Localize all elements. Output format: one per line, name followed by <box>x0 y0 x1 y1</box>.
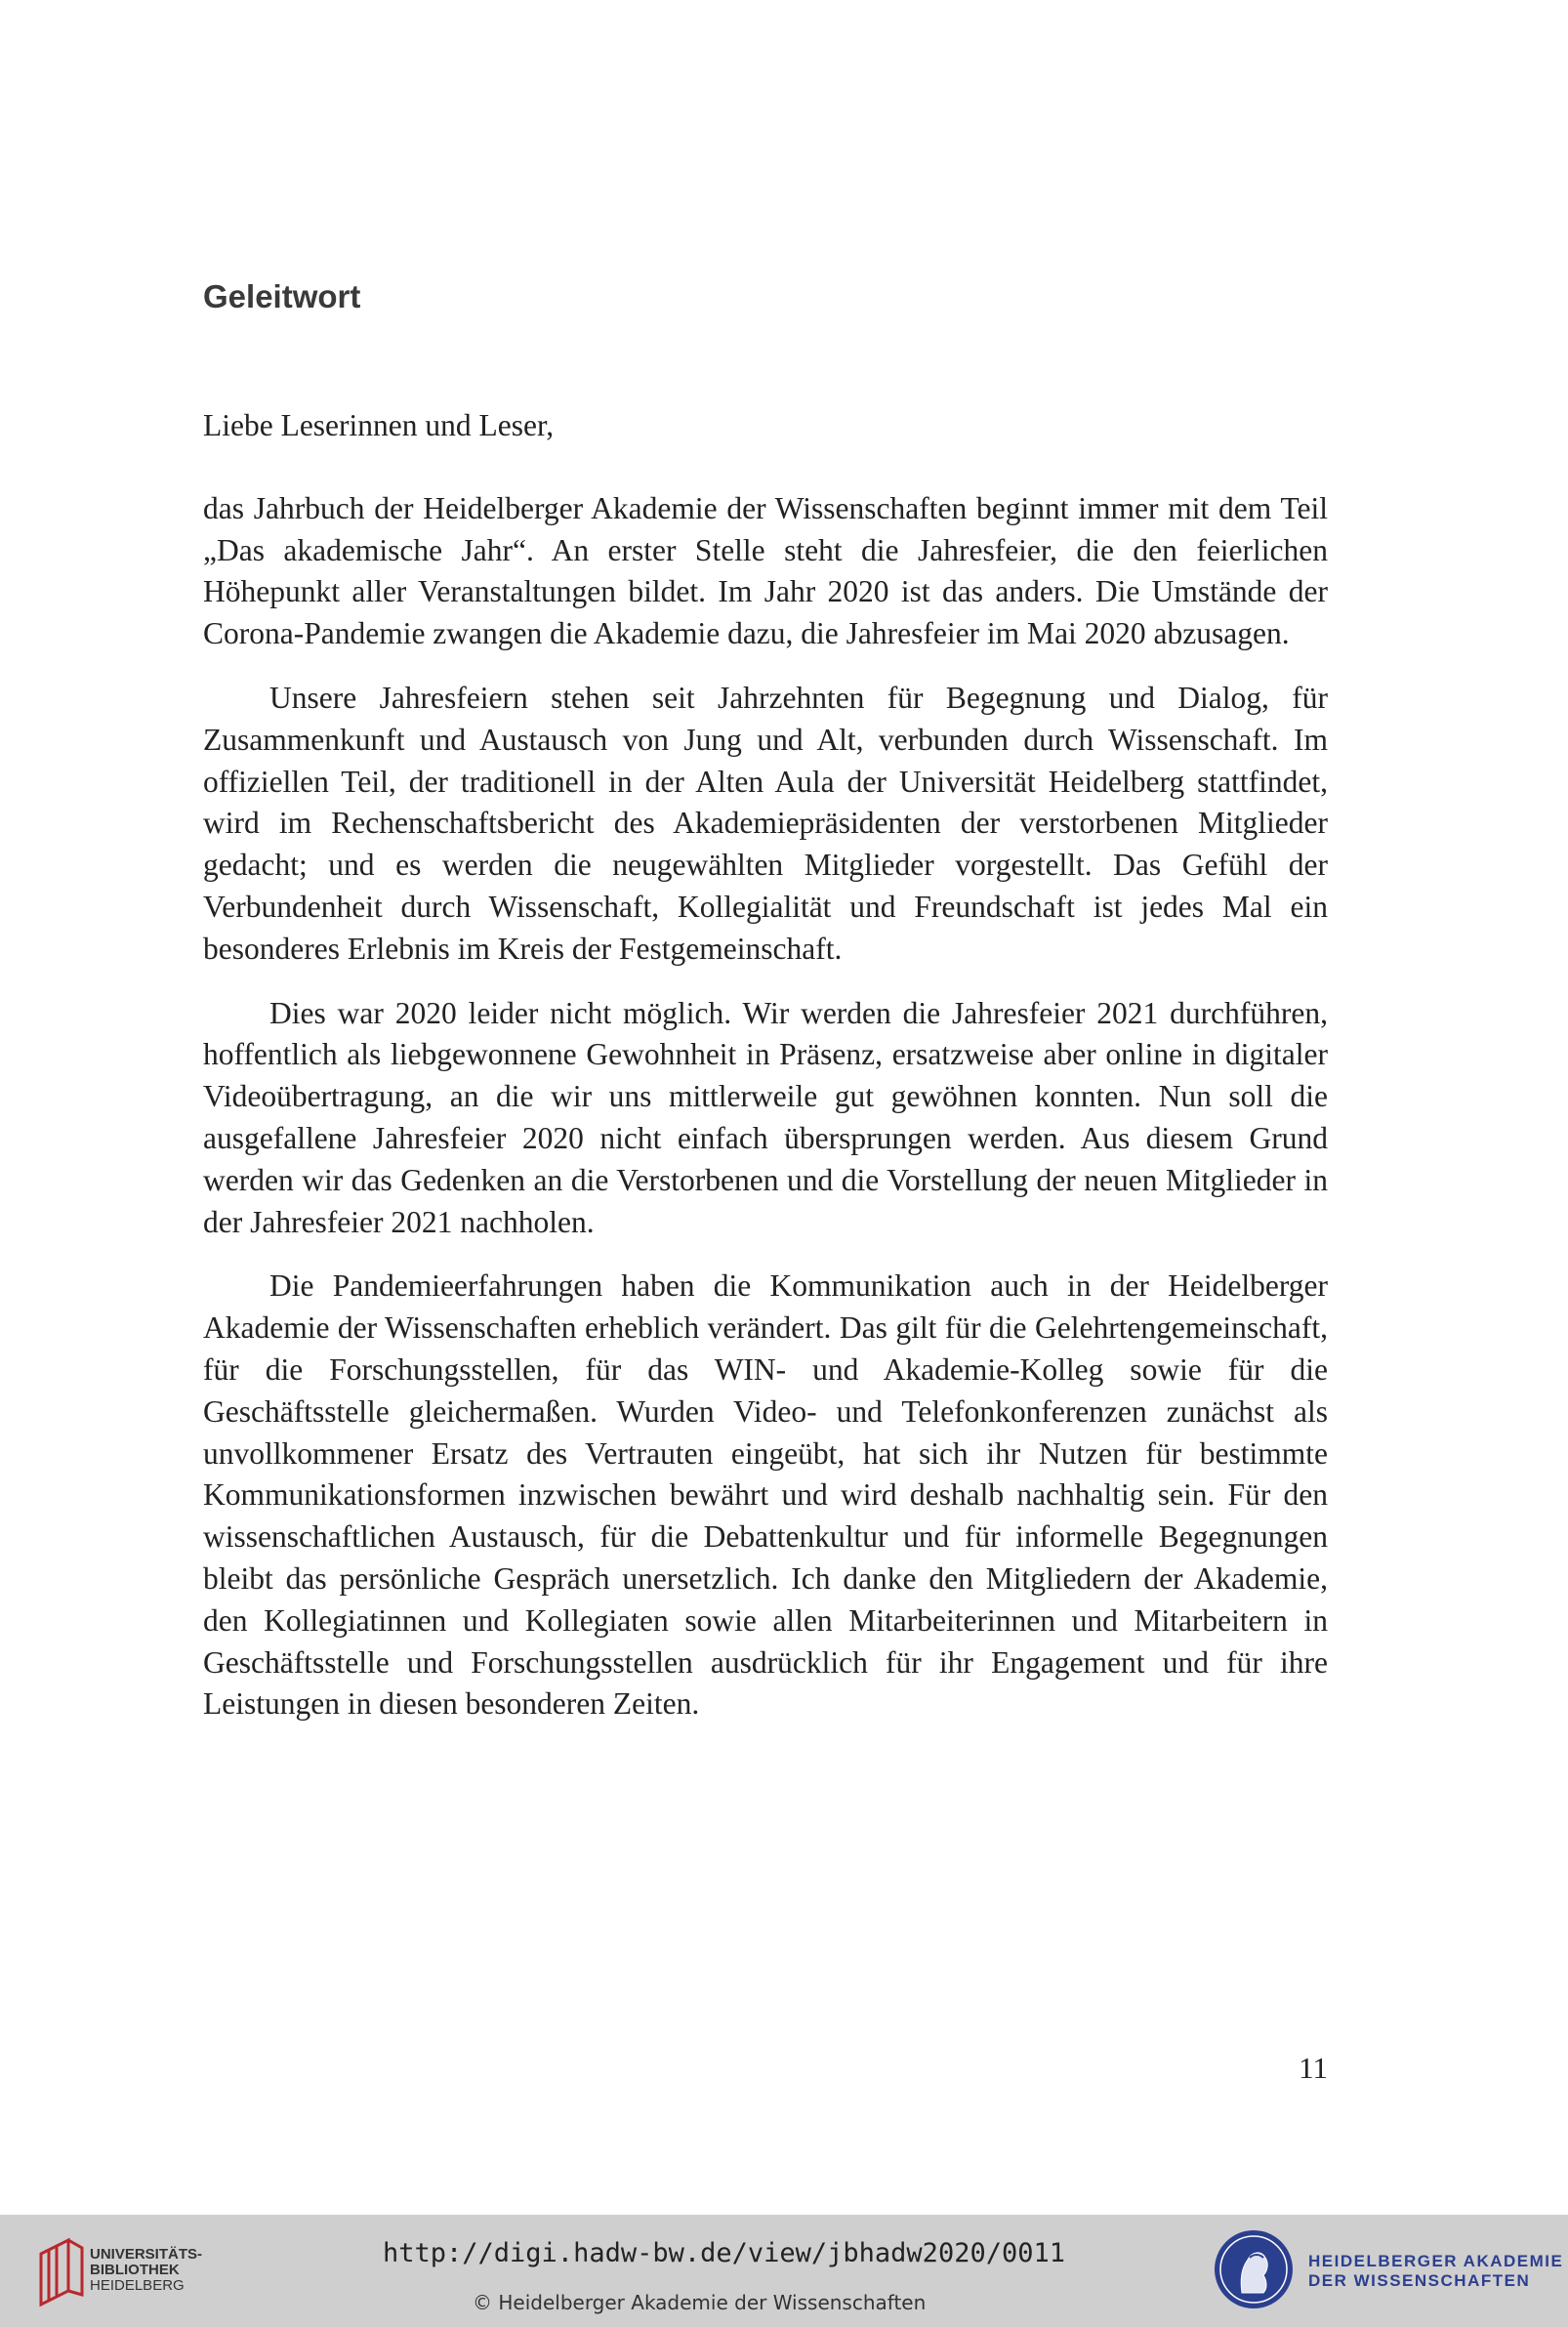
paragraph: Unsere Jahresfeiern stehen seit Jahrzehnten für Begegnung und Dialog, für Zusammenkunft und Austausch von Jung und Alt, verbunden durch Wissenschaft. Im offiziellen Teil, der traditionell in der Alten Aula der Universität Heidelberg stattfindet, wird im Rechenschaftsbericht des Akademiepräsidenten der verstorbenen Mitglieder gedacht; und es werden die neugewählten Mitglieder vorgestellt. Das Gefühl der Verbundenheit durch Wissenschaft, Kollegialität und Freundschaft ist jedes Mal ein besonderes Erlebnis im Kreis der Festgemeinschaft. <box>203 680 1328 966</box>
page-heading: Geleitwort <box>203 278 361 314</box>
copyright-notice: © Heidelberger Akademie der Wissenschaften <box>473 2291 927 2314</box>
ub-heidelberg-wordmark <box>90 2247 202 2294</box>
digital-copy-link[interactable]: http://digi.hadw-bw.de/view/jbhadw2020/0011 <box>383 2238 1065 2268</box>
hadw-line: HEIDELBERGER AKADEMIE <box>1308 2252 1564 2270</box>
paragraph: Dies war 2020 leider nicht möglich. Wir werden die Jahresfeier 2021 durchführen, hoffentlich als liebgewonnene Gewohnheit in Präsenz, ersatzweise aber online in digitaler Videoübertragung, an die wir uns mittlerweile gut gewöhnen konnten. Nun soll die ausgefallene Jahresfeier 2020 nicht einfach übersprungen werden. Aus diesem Grund werden wir das Gedenken an die Verstorbenen und die Vorstellung der neuen Mitglieder in der Jahresfeier 2021 nachholen. <box>203 995 1328 1239</box>
paragraph: das Jahrbuch der Heidelberger Akademie der Wissenschaften beginnt immer mit dem Teil „Das akademische Jahr“. An erster Stelle steht die Jahresfeier, die den feierlichen Höhepunkt aller Veranstaltungen bildet. Im Jahr 2020 ist das anders. Die Umstände der Corona-Pandemie zwangen die Akademie dazu, die Jahresfeier im Mai 2020 abzusagen. <box>203 490 1328 651</box>
hadw-wordmark <box>1308 2252 1563 2291</box>
footer-bar <box>0 2215 1568 2327</box>
hadw-seal-icon <box>1213 2228 1295 2310</box>
salutation: Liebe Leserinnen und Leser, <box>203 408 555 442</box>
ub-line: BIBLIOTHEK <box>90 2262 180 2278</box>
ub-heidelberg-logo-icon <box>29 2232 88 2310</box>
paragraph: Die Pandemieerfahrungen haben die Kommunikation auch in der Heidelberger Akademie der Wissenschaften erheblich verändert. Das gilt für die Gelehrtengemeinschaft, für die Forschungsstellen, für das WIN- und Akademie-Kolleg sowie für die Geschäftsstelle gleichermaßen. Wurden Video- und Telefonkonferenzen zunächst als unvollkommener Ersatz des Vertrauten eingeübt, hat sich ihr Nutzen für bestimmte Kommunikationsformen inzwischen bewährt und wird deshalb nachhaltig sein. Für den wissenschaftlichen Austausch, für die Debattenkultur und für informelle Begegnungen bleibt das persönliche Gespräch unersetzlich. Ich danke den Mitgliedern der Akademie, den Kollegiatinnen und Kollegiaten sowie allen Mitarbeiterinnen und Mitarbeitern in Geschäftsstelle und Forschungsstellen ausdrücklich für ihr Engagement und für ihre Leistungen in diesen besonderen Zeiten. <box>203 1268 1328 1722</box>
ub-line: UNIVERSITÄTS- <box>90 2246 203 2263</box>
hadw-line: DER WISSENSCHAFTEN <box>1308 2271 1531 2290</box>
page-number: 11 <box>1299 2051 1328 2085</box>
body-text <box>203 405 1328 1748</box>
ub-line: HEIDELBERG <box>90 2277 185 2294</box>
